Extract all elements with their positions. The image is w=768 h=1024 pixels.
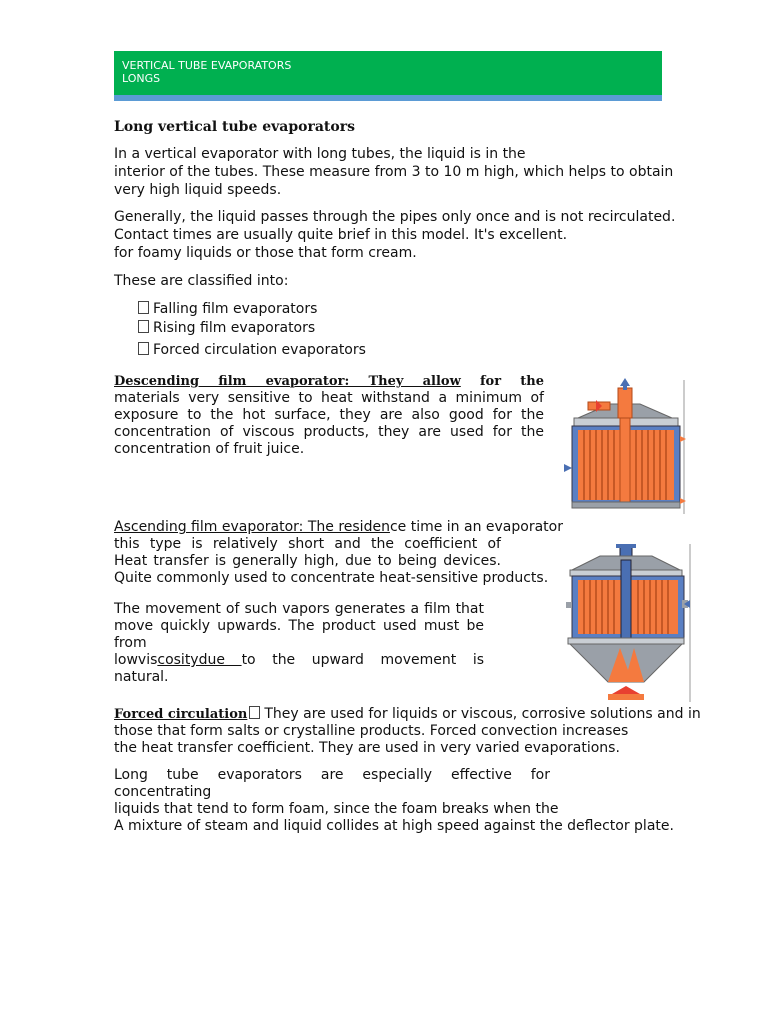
section-title: Long vertical tube evaporators xyxy=(114,119,355,135)
text-line: natural. xyxy=(114,669,169,685)
text-line: the heat transfer coefficient. They are used in very varied evaporations. xyxy=(114,740,620,756)
ascending-heading-tail: ce time in an evaporator xyxy=(389,519,563,535)
text-line: Generally, the liquid passes through the pipes only once and is not recirculated. xyxy=(114,209,676,225)
movement-paragraph xyxy=(114,601,484,686)
checkbox-bullet-icon xyxy=(138,301,149,314)
text-line: liquids that tend to form foam, since the foam breaks when the xyxy=(114,801,559,817)
text-line: In a vertical evaporator with long tubes, the liquid is in the xyxy=(114,146,526,162)
ascending-heading-line xyxy=(114,519,563,536)
text-line: concentration of fruit juice. xyxy=(114,441,305,457)
forced-first-line: They are used for liquids or viscous, corrosive solutions and in xyxy=(264,706,701,722)
intro-paragraph xyxy=(114,145,673,199)
checkbox-bullet-icon xyxy=(138,320,149,333)
text-line: lowviscositydue to the upward movement is xyxy=(114,652,485,668)
text-line: materials very sensitive to heat withstand a minimum of xyxy=(114,390,544,406)
text-line: move quickly upwards. The product used must be from xyxy=(114,618,484,651)
text-line: for foamy liquids or those that form cream. xyxy=(114,245,417,261)
text-line: Quite commonly used to concentrate heat-sensitive products. xyxy=(114,570,549,586)
text-line: interior of the tubes. These measure from 3 to 10 m high, which helps to obtain xyxy=(114,164,674,180)
text-line: very high liquid speeds. xyxy=(114,182,282,198)
text-line: exposure to the hot surface, they are also good for the xyxy=(114,407,544,423)
list-item: Falling film evaporators xyxy=(138,300,366,319)
text-line: this type is relatively short and the coefficient of xyxy=(114,536,501,552)
header-stripe xyxy=(114,95,662,101)
ascending-section xyxy=(114,519,563,587)
list-item: Forced circulation evaporators xyxy=(138,341,366,360)
descending-heading-tail: for the xyxy=(479,374,544,389)
forced-heading-line xyxy=(114,706,701,723)
long-tube-paragraph xyxy=(114,767,674,835)
header-line-2: LONGS xyxy=(122,72,161,85)
descending-section xyxy=(114,373,544,458)
rising-film-evaporator-figure xyxy=(564,542,692,704)
forced-heading: Forced circulation xyxy=(114,707,248,722)
text-line: A mixture of steam and liquid collides at high speed against the deflector plate. xyxy=(114,818,674,834)
checkbox-bullet-icon xyxy=(249,706,260,719)
header-line-1: VERTICAL TUBE EVAPORATORS xyxy=(122,59,292,72)
descending-heading-line xyxy=(114,373,544,390)
list-item: Rising film evaporators xyxy=(138,319,366,338)
header-title xyxy=(122,59,291,85)
falling-film-evaporator-figure xyxy=(560,378,686,516)
classified-text: These are classified into: xyxy=(114,273,289,289)
text-line: those that form salts or crystalline products. Forced convection increases xyxy=(114,723,629,739)
text-line: Long tube evaporators are especially effective for concentrating xyxy=(114,767,550,800)
evaporator-types-list xyxy=(138,300,366,360)
general-paragraph xyxy=(114,208,675,262)
descending-heading: Descending film evaporator: They allow xyxy=(114,374,461,389)
text-line: Contact times are usually quite brief in this model. It's excellent. xyxy=(114,227,568,243)
forced-section xyxy=(114,706,701,757)
text-line: The movement of such vapors generates a film that xyxy=(114,601,484,617)
checkbox-bullet-icon xyxy=(138,342,149,355)
text-line: concentration of viscous products, they are used for the xyxy=(114,424,544,440)
text-line: Heat transfer is generally high, due to being devices. xyxy=(114,553,501,569)
ascending-heading: Ascending film evaporator: The residen xyxy=(114,519,390,535)
